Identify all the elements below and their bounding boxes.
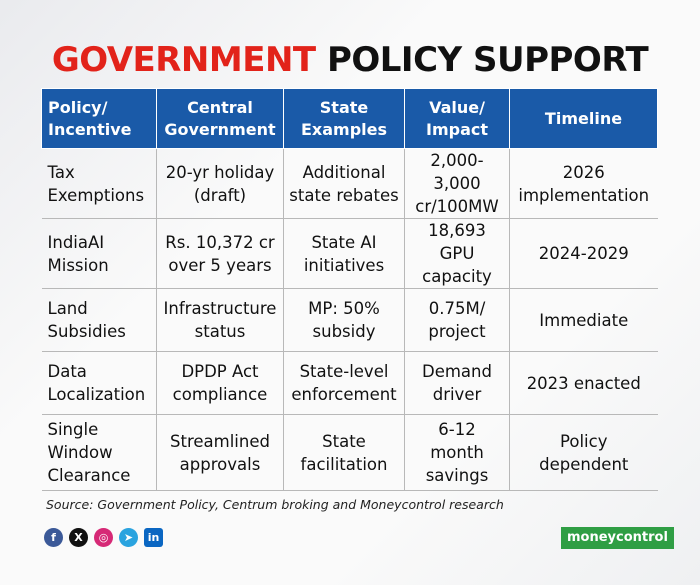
table-row	[42, 219, 658, 289]
cell-timeline: 2026 implementation	[510, 149, 658, 219]
telegram-icon[interactable]: ➤	[119, 528, 138, 547]
cell-policy: Land Subsidies	[42, 289, 157, 352]
cell-timeline: 2023 enacted	[510, 352, 658, 415]
cell-timeline: Immediate	[510, 289, 658, 352]
social-links	[44, 528, 163, 547]
cell-policy: Data Localization	[42, 352, 157, 415]
page-title	[0, 40, 700, 80]
table-row	[42, 415, 658, 491]
header-central-government: Central Government	[157, 89, 284, 149]
cell-value: 18,693 GPU capacity	[405, 219, 510, 289]
cell-state: State AI initiatives	[284, 219, 405, 289]
table-row	[42, 352, 658, 415]
header-value-impact: Value/ Impact	[405, 89, 510, 149]
title-black-part: POLICY SUPPORT	[326, 40, 649, 80]
cell-central: Rs. 10,372 cr over 5 years	[157, 219, 284, 289]
cell-value: 0.75M/ project	[405, 289, 510, 352]
cell-timeline: Policy dependent	[510, 415, 658, 491]
x-icon[interactable]: X	[69, 528, 88, 547]
facebook-icon[interactable]: f	[44, 528, 63, 547]
linkedin-icon[interactable]: in	[144, 528, 163, 547]
cell-central: Infrastructure status	[157, 289, 284, 352]
header-timeline: Timeline	[510, 89, 658, 149]
cell-timeline: 2024-2029	[510, 219, 658, 289]
cell-policy: Single Window Clearance	[42, 415, 157, 491]
cell-state: MP: 50% subsidy	[284, 289, 405, 352]
table-row	[42, 289, 658, 352]
cell-central: 20-yr holiday (draft)	[157, 149, 284, 219]
cell-state: Additional state rebates	[284, 149, 405, 219]
cell-value: 6-12 month savings	[405, 415, 510, 491]
cell-policy: IndiaAI Mission	[42, 219, 157, 289]
cell-state: State facilitation	[284, 415, 405, 491]
source-note: Source: Government Policy, Centrum broking and Moneycontrol research	[46, 497, 504, 512]
cell-value: 2,000-3,000 cr/100MW	[405, 149, 510, 219]
header-state-examples: State Examples	[284, 89, 405, 149]
cell-policy: Tax Exemptions	[42, 149, 157, 219]
cell-central: DPDP Act compliance	[157, 352, 284, 415]
cell-state: State-level enforcement	[284, 352, 405, 415]
cell-value: Demand driver	[405, 352, 510, 415]
cell-central: Streamlined approvals	[157, 415, 284, 491]
policy-table	[41, 88, 658, 491]
table-row	[42, 149, 658, 219]
header-policy-incentive: Policy/ Incentive	[42, 89, 157, 149]
moneycontrol-logo: moneycontrol	[561, 527, 674, 549]
title-red-part: GOVERNMENT	[51, 40, 316, 80]
instagram-icon[interactable]: ◎	[94, 528, 113, 547]
